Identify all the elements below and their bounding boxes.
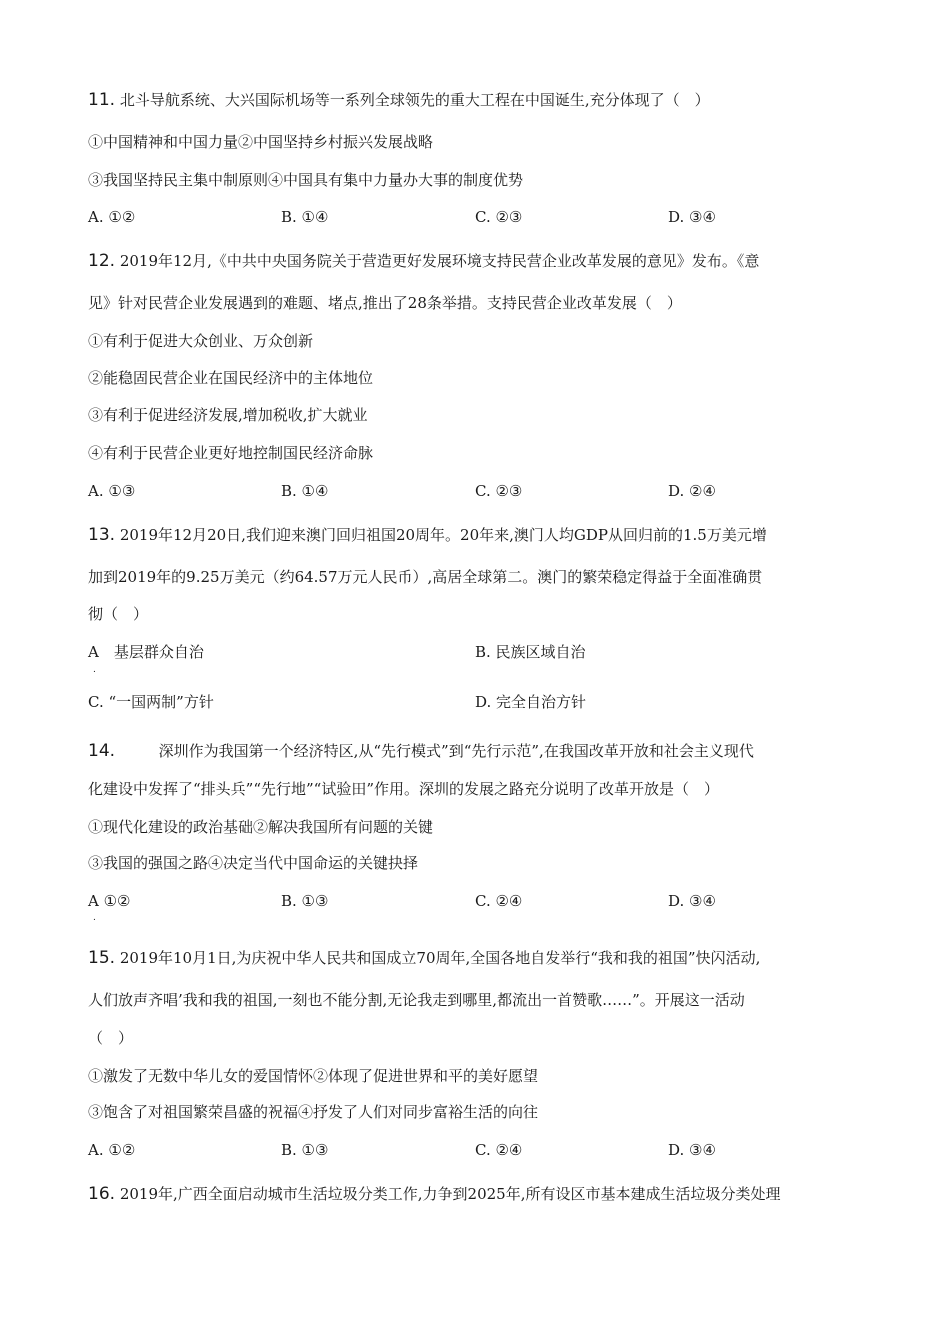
q14-stem-1: 深圳作为我国第一个经济特区,从“先行模式”到“先行示范”,在我国改革开放和社会主义现代 [158, 742, 754, 760]
q13-option-c[interactable]: C. “一国两制”方针 [88, 693, 214, 711]
q13-stem-1: 2019年12月20日,我们迎来澳门回归祖国20周年。20年来,澳门人均GDP从回归前的1.5万美元增 [119, 526, 767, 544]
q14-option-c[interactable]: C. ②④ [475, 892, 523, 910]
q15-stem-line-2: 人们放声齐唱’我和我的祖国,一刻也不能分割,无论我走到哪里,都流出一首赞歌……”。开展这一活动 [88, 991, 745, 1009]
q15-option-d[interactable]: D. ③④ [668, 1141, 716, 1159]
q15-number: 15. [88, 948, 116, 968]
q13-option-b[interactable]: B. 民族区域自治 [475, 643, 586, 661]
q13-option-d[interactable]: D. 完全自治方针 [475, 693, 587, 711]
q14-option-d[interactable]: D. ③④ [668, 892, 716, 910]
q15-option-c[interactable]: C. ②④ [475, 1141, 523, 1159]
q12-item-2: ②能稳固民营企业在国民经济中的主体地位 [88, 369, 374, 387]
q12-option-d[interactable]: D. ②④ [668, 482, 716, 500]
q12-option-a[interactable]: A. ①③ [88, 482, 136, 500]
q14-stem-line-1 [88, 741, 754, 761]
q14-number: 14. [88, 741, 116, 761]
q15-stem-1: 2019年10月1日,为庆祝中华人民共和国成立70周年,全国各地自发举行“我和我的祖国”快闪活动, [119, 949, 761, 967]
q16-stem-line-1 [88, 1184, 780, 1204]
q13-option-a[interactable]: A 基层群众自治 [88, 643, 204, 661]
q14-item-1: ①现代化建设的政治基础②解决我国所有问题的关键 [88, 818, 434, 836]
q15-item-2: ③饱含了对祖国繁荣昌盛的祝福④抒发了人们对同步富裕生活的向往 [88, 1103, 539, 1121]
q14-option-b[interactable]: B. ①③ [281, 892, 329, 910]
q16-stem-1: 2019年,广西全面启动城市生活垃圾分类工作,力争到2025年,所有设区市基本建成生活垃圾分类处理 [119, 1185, 781, 1203]
q15-option-b[interactable]: B. ①③ [281, 1141, 329, 1159]
q14-item-2: ③我国的强国之路④决定当代中国命运的关键抉择 [88, 854, 419, 872]
q12-item-4: ④有利于民营企业更好地控制国民经济命脉 [88, 444, 374, 462]
q11-item-1: ①中国精神和中国力量②中国坚持乡村振兴发展战略 [88, 133, 434, 151]
q11-stem: 北斗导航系统、大兴国际机场等一系列全球领先的重大工程在中国诞生,充分体现了（ ） [119, 91, 710, 109]
q12-stem-line-2: 见》针对民营企业发展遇到的难题、堵点,推出了28条举措。支持民营企业改革发展（ ） [88, 294, 682, 312]
q12-item-3: ③有利于促进经济发展,增加税收,扩大就业 [88, 406, 368, 424]
q12-item-1: ①有利于促进大众创业、万众创新 [88, 332, 314, 350]
q12-option-b[interactable]: B. ①④ [281, 482, 329, 500]
q15-stem-line-1 [88, 948, 760, 968]
q15-option-a[interactable]: A. ①② [88, 1141, 136, 1159]
q11-option-c[interactable]: C. ②③ [475, 208, 523, 226]
q14-option-a[interactable]: A ①② [88, 892, 131, 910]
q13-stem-line-1 [88, 525, 767, 545]
q13-number: 13. [88, 525, 116, 545]
q11-item-2: ③我国坚持民主集中制原则④中国具有集中力量办大事的制度优势 [88, 171, 524, 189]
q13-stray-dot: . [93, 665, 96, 675]
q15-item-1: ①激发了无数中华儿女的爱国情怀②体现了促进世界和平的美好愿望 [88, 1067, 539, 1085]
q13-stem-line-2: 加到2019年的9.25万美元（约64.57万元人民币）,高居全球第二。澳门的繁荣稳定得益于全面准确贯 [88, 568, 763, 586]
q11-stem-line [88, 90, 710, 110]
q14-stray-dot: . [93, 913, 96, 923]
q12-number: 12. [88, 251, 116, 271]
q12-stem-line-1 [88, 251, 759, 271]
q12-stem-1: 2019年12月,《中共中央国务院关于营造更好发展环境支持民营企业改革发展的意见》发布。《意 [119, 252, 760, 270]
q11-option-b[interactable]: B. ①④ [281, 208, 329, 226]
q13-stem-line-3: 彻（ ） [88, 605, 149, 623]
q16-number: 16. [88, 1184, 116, 1204]
q12-option-c[interactable]: C. ②③ [475, 482, 523, 500]
q11-option-d[interactable]: D. ③④ [668, 208, 716, 226]
q11-number: 11. [88, 90, 116, 110]
q14-stem-line-2: 化建设中发挥了“排头兵”“先行地”“试验田”作用。深圳的发展之路充分说明了改革开放是（ ） [88, 780, 720, 798]
q15-stem-line-3: （ ） [88, 1029, 134, 1047]
q11-option-a[interactable]: A. ①② [88, 208, 136, 226]
